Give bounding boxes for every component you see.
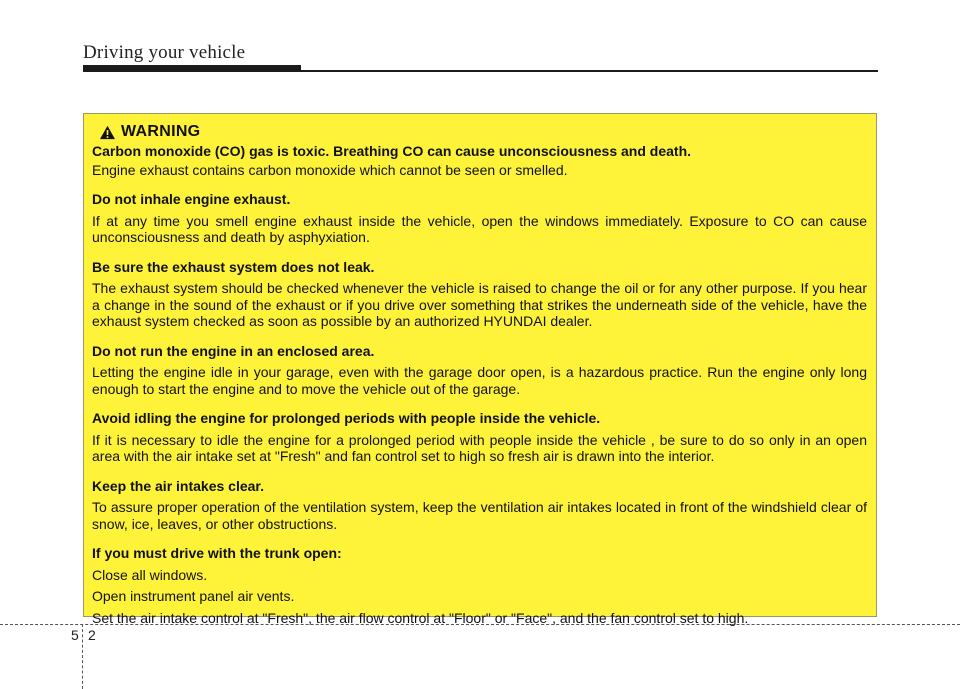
section-body: If at any time you smell engine exhaust inside the vehicle, open the windows immediately. Exposure to CO can cause unconsciousness and death by asphyxiation. bbox=[92, 212, 867, 245]
section-heading: Avoid idling the engine for prolonged periods with people inside the vehicle. bbox=[92, 410, 601, 426]
warning-heading bbox=[99, 121, 867, 143]
warning-box bbox=[83, 113, 877, 626]
trunk-step: Open instrument panel air vents. bbox=[92, 588, 295, 604]
section-heading: Be sure the exhaust system does not leak. bbox=[92, 258, 375, 275]
trunk-step: Close all windows. bbox=[92, 566, 208, 583]
section-inhale bbox=[92, 191, 867, 246]
warning-triangle-icon bbox=[99, 125, 116, 140]
page-number: 2 bbox=[88, 627, 96, 643]
section-enclosed-area bbox=[92, 343, 867, 398]
page-header-title: Driving your vehicle bbox=[83, 42, 246, 63]
section-heading: Keep the air intakes clear. bbox=[92, 477, 264, 494]
warning-lead: Carbon monoxide (CO) gas is toxic. Breathing CO can cause unconsciousness and death. bbox=[92, 143, 692, 159]
section-idling bbox=[92, 410, 867, 465]
section-trunk-open bbox=[92, 545, 867, 626]
section-air-intakes bbox=[92, 478, 867, 533]
section-body: If it is necessary to idle the engine for a prolonged period with people inside the vehicle , be sure to do so only in an open area with the air intake set at "Fresh" and fan control set to high so fresh air is drawn into the interior. bbox=[92, 431, 867, 464]
section-heading: Do not inhale engine exhaust. bbox=[92, 191, 291, 207]
header-rule-thin bbox=[300, 70, 878, 72]
section-heading: If you must drive with the trunk open: bbox=[92, 545, 342, 561]
warning-intro: Engine exhaust contains carbon monoxide which cannot be seen or smelled. bbox=[92, 161, 568, 178]
section-body: The exhaust system should be checked whenever the vehicle is raised to change the oil or for any other purpose. If you hear a change in the sound of the exhaust or if you drive over something that strikes the underneath side of the vehicle, have the exhaust system checked as soon as possible by an authorized HYUNDAI dealer. bbox=[92, 280, 867, 329]
section-body: To assure proper operation of the ventilation system, keep the ventilation air intakes located in front of the windshield clear of snow, ice, leaves, or other obstructions. bbox=[92, 499, 867, 532]
section-exhaust-leak bbox=[92, 259, 867, 330]
section-heading: Do not run the engine in an enclosed area. bbox=[92, 342, 375, 359]
section-body: Letting the engine idle in your garage, even with the garage door open, is a hazardous practice. Run the engine only long enough to start the engine and to move the vehicle out of the garage. bbox=[92, 364, 867, 397]
header-rule-thick bbox=[83, 65, 301, 72]
trunk-step: Set the air intake control at "Fresh", the air flow control at "Floor" or "Face", and the fan control set to high. bbox=[92, 609, 749, 626]
warning-title: WARNING bbox=[121, 123, 201, 140]
footer-divider bbox=[82, 624, 83, 689]
footer-rule bbox=[0, 624, 960, 625]
chapter-number: 5 bbox=[71, 627, 79, 643]
